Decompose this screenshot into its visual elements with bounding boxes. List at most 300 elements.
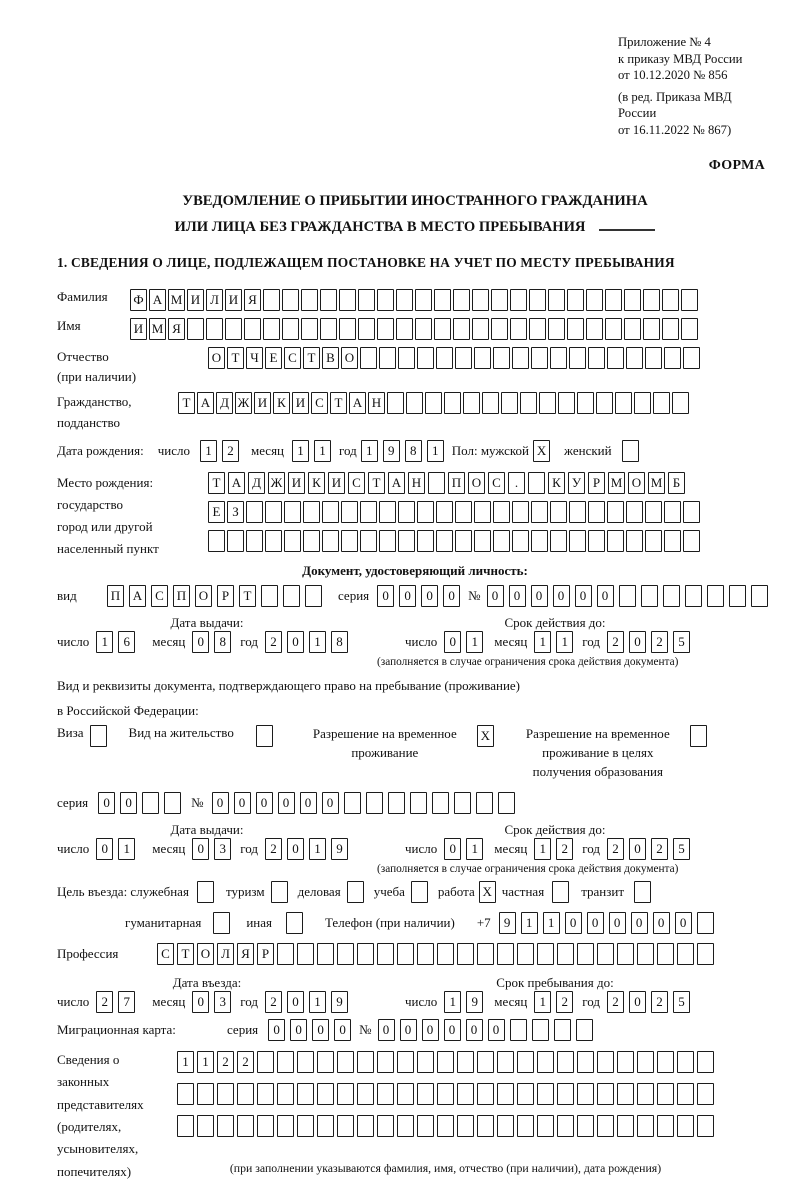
char-box[interactable]: 0 [322, 792, 339, 814]
char-box[interactable] [317, 1083, 334, 1105]
char-box[interactable]: 0 [192, 631, 209, 653]
char-box[interactable]: С [488, 472, 505, 494]
char-box[interactable] [498, 792, 515, 814]
char-box[interactable]: 0 [287, 838, 304, 860]
char-box[interactable] [474, 501, 491, 523]
char-box[interactable] [751, 585, 768, 607]
char-box[interactable]: 1 [118, 838, 135, 860]
char-box[interactable]: К [308, 472, 325, 494]
char-box[interactable] [617, 943, 634, 965]
char-box[interactable] [501, 392, 518, 414]
char-box[interactable] [213, 912, 230, 934]
char-box[interactable]: 3 [214, 991, 231, 1013]
char-box[interactable]: 2 [96, 991, 113, 1013]
char-box[interactable]: Я [237, 943, 254, 965]
char-box[interactable] [271, 881, 288, 903]
char-box[interactable] [411, 881, 428, 903]
char-box[interactable] [457, 943, 474, 965]
char-box[interactable]: 0 [443, 585, 460, 607]
char-box[interactable]: Р [588, 472, 605, 494]
char-box[interactable]: 1 [197, 1051, 214, 1073]
char-box[interactable]: 7 [118, 991, 135, 1013]
char-box[interactable] [531, 530, 548, 552]
char-box[interactable]: М [149, 318, 166, 340]
char-box[interactable] [685, 585, 702, 607]
char-box[interactable] [697, 943, 714, 965]
char-box[interactable] [497, 943, 514, 965]
char-box[interactable] [664, 530, 681, 552]
char-box[interactable]: 0 [575, 585, 592, 607]
char-box[interactable] [453, 289, 470, 311]
char-box[interactable]: 0 [212, 792, 229, 814]
char-box[interactable] [339, 289, 356, 311]
char-box[interactable] [263, 318, 280, 340]
char-box[interactable] [532, 1019, 549, 1041]
char-box[interactable]: М [648, 472, 665, 494]
char-box[interactable] [301, 318, 318, 340]
char-box[interactable]: 0 [444, 631, 461, 653]
char-box[interactable] [548, 289, 565, 311]
char-box[interactable]: Ф [130, 289, 147, 311]
char-box[interactable]: Т [227, 347, 244, 369]
char-box[interactable] [337, 1115, 354, 1137]
char-box[interactable] [341, 530, 358, 552]
char-box[interactable] [663, 585, 680, 607]
char-box[interactable]: Т [303, 347, 320, 369]
char-box[interactable] [417, 530, 434, 552]
char-box[interactable] [510, 318, 527, 340]
char-box[interactable]: 0 [421, 585, 438, 607]
char-box[interactable]: 0 [377, 585, 394, 607]
char-box[interactable]: 0 [287, 631, 304, 653]
char-box[interactable] [305, 585, 322, 607]
char-box[interactable] [246, 501, 263, 523]
char-box[interactable] [607, 501, 624, 523]
char-box[interactable] [577, 392, 594, 414]
char-box[interactable]: С [284, 347, 301, 369]
char-box[interactable]: Т [178, 392, 195, 414]
char-box[interactable] [246, 530, 263, 552]
char-box[interactable] [697, 1083, 714, 1105]
char-box[interactable] [615, 392, 632, 414]
char-box[interactable] [477, 943, 494, 965]
char-box[interactable] [577, 943, 594, 965]
char-box[interactable] [388, 792, 405, 814]
char-box[interactable] [317, 1115, 334, 1137]
char-box[interactable] [428, 472, 445, 494]
char-box[interactable] [662, 289, 679, 311]
char-box[interactable]: 1 [534, 838, 551, 860]
char-box[interactable]: 0 [565, 912, 582, 934]
char-box[interactable]: Д [216, 392, 233, 414]
char-box[interactable]: 0 [378, 1019, 395, 1041]
char-box[interactable]: Н [368, 392, 385, 414]
char-box[interactable]: 0 [400, 1019, 417, 1041]
char-box[interactable] [406, 392, 423, 414]
char-box[interactable] [396, 318, 413, 340]
char-box[interactable]: X [477, 725, 494, 747]
char-box[interactable] [664, 501, 681, 523]
char-box[interactable]: А [228, 472, 245, 494]
char-box[interactable] [497, 1051, 514, 1073]
char-box[interactable]: 9 [499, 912, 516, 934]
char-box[interactable]: С [348, 472, 365, 494]
char-box[interactable]: 0 [629, 838, 646, 860]
char-box[interactable] [437, 1051, 454, 1073]
char-box[interactable] [493, 530, 510, 552]
char-box[interactable] [360, 501, 377, 523]
char-box[interactable] [550, 501, 567, 523]
char-box[interactable] [605, 289, 622, 311]
char-box[interactable] [237, 1115, 254, 1137]
char-box[interactable] [697, 1115, 714, 1137]
char-box[interactable] [277, 943, 294, 965]
char-box[interactable] [377, 1083, 394, 1105]
char-box[interactable] [297, 1115, 314, 1137]
char-box[interactable] [493, 501, 510, 523]
char-box[interactable]: Р [257, 943, 274, 965]
char-box[interactable]: 1 [361, 440, 378, 462]
char-box[interactable]: С [151, 585, 168, 607]
char-box[interactable] [436, 530, 453, 552]
char-box[interactable] [217, 1115, 234, 1137]
char-box[interactable] [657, 1083, 674, 1105]
char-box[interactable] [263, 289, 280, 311]
char-box[interactable] [576, 1019, 593, 1041]
char-box[interactable]: 5 [673, 991, 690, 1013]
char-box[interactable] [637, 1115, 654, 1137]
char-box[interactable]: 1 [444, 991, 461, 1013]
char-box[interactable] [379, 347, 396, 369]
char-box[interactable] [434, 318, 451, 340]
char-box[interactable] [477, 1051, 494, 1073]
char-box[interactable] [683, 501, 700, 523]
char-box[interactable] [265, 501, 282, 523]
char-box[interactable] [477, 1083, 494, 1105]
char-box[interactable]: 1 [521, 912, 538, 934]
char-box[interactable] [257, 1115, 274, 1137]
char-box[interactable]: X [479, 881, 496, 903]
char-box[interactable]: С [311, 392, 328, 414]
char-box[interactable] [454, 792, 471, 814]
char-box[interactable] [455, 501, 472, 523]
char-box[interactable]: И [225, 289, 242, 311]
char-box[interactable] [510, 289, 527, 311]
char-box[interactable] [626, 347, 643, 369]
char-box[interactable] [643, 289, 660, 311]
char-box[interactable] [617, 1115, 634, 1137]
char-box[interactable]: 0 [587, 912, 604, 934]
char-box[interactable]: И [254, 392, 271, 414]
char-box[interactable]: 0 [192, 991, 209, 1013]
char-box[interactable] [444, 392, 461, 414]
char-box[interactable]: 0 [629, 631, 646, 653]
char-box[interactable] [645, 501, 662, 523]
char-box[interactable] [510, 1019, 527, 1041]
char-box[interactable] [569, 347, 586, 369]
char-box[interactable] [142, 792, 159, 814]
char-box[interactable]: 2 [265, 991, 282, 1013]
char-box[interactable]: Я [168, 318, 185, 340]
char-box[interactable]: О [208, 347, 225, 369]
char-box[interactable]: 2 [607, 631, 624, 653]
char-box[interactable] [653, 392, 670, 414]
char-box[interactable]: А [197, 392, 214, 414]
char-box[interactable] [634, 881, 651, 903]
char-box[interactable] [417, 1115, 434, 1137]
char-box[interactable] [417, 943, 434, 965]
char-box[interactable]: О [468, 472, 485, 494]
char-box[interactable] [397, 1115, 414, 1137]
char-box[interactable] [537, 943, 554, 965]
char-box[interactable]: 1 [534, 991, 551, 1013]
char-box[interactable]: 9 [331, 991, 348, 1013]
char-box[interactable] [517, 1083, 534, 1105]
char-box[interactable] [517, 1115, 534, 1137]
char-box[interactable] [567, 289, 584, 311]
char-box[interactable] [681, 289, 698, 311]
char-box[interactable] [303, 530, 320, 552]
char-box[interactable] [415, 318, 432, 340]
char-box[interactable] [322, 501, 339, 523]
char-box[interactable] [662, 318, 679, 340]
char-box[interactable] [637, 1083, 654, 1105]
char-box[interactable] [301, 289, 318, 311]
char-box[interactable] [283, 585, 300, 607]
char-box[interactable] [360, 530, 377, 552]
char-box[interactable] [457, 1051, 474, 1073]
char-box[interactable] [554, 1019, 571, 1041]
char-box[interactable] [297, 1051, 314, 1073]
char-box[interactable] [463, 392, 480, 414]
char-box[interactable] [681, 318, 698, 340]
char-box[interactable] [379, 501, 396, 523]
char-box[interactable]: 0 [287, 991, 304, 1013]
char-box[interactable]: О [197, 943, 214, 965]
char-box[interactable] [398, 347, 415, 369]
char-box[interactable] [434, 289, 451, 311]
char-box[interactable]: В [322, 347, 339, 369]
char-box[interactable] [256, 725, 273, 747]
char-box[interactable] [641, 585, 658, 607]
char-box[interactable] [537, 1051, 554, 1073]
char-box[interactable]: 0 [553, 585, 570, 607]
char-box[interactable] [520, 392, 537, 414]
char-box[interactable] [206, 318, 223, 340]
char-box[interactable] [177, 1115, 194, 1137]
char-box[interactable] [683, 530, 700, 552]
char-box[interactable] [197, 881, 214, 903]
char-box[interactable]: О [628, 472, 645, 494]
char-box[interactable] [357, 1051, 374, 1073]
char-box[interactable] [360, 347, 377, 369]
char-box[interactable] [512, 347, 529, 369]
char-box[interactable] [497, 1115, 514, 1137]
char-box[interactable] [257, 1051, 274, 1073]
char-box[interactable] [550, 530, 567, 552]
char-box[interactable]: Д [248, 472, 265, 494]
char-box[interactable] [436, 501, 453, 523]
char-box[interactable] [607, 347, 624, 369]
char-box[interactable] [337, 1051, 354, 1073]
char-box[interactable]: Н [408, 472, 425, 494]
char-box[interactable] [607, 530, 624, 552]
char-box[interactable] [491, 318, 508, 340]
char-box[interactable]: 0 [487, 585, 504, 607]
char-box[interactable] [657, 943, 674, 965]
char-box[interactable] [177, 1083, 194, 1105]
char-box[interactable] [664, 347, 681, 369]
char-box[interactable] [398, 530, 415, 552]
char-box[interactable] [436, 347, 453, 369]
char-box[interactable]: 1 [292, 440, 309, 462]
char-box[interactable] [303, 501, 320, 523]
char-box[interactable]: 0 [653, 912, 670, 934]
char-box[interactable]: Р [217, 585, 234, 607]
char-box[interactable]: 1 [314, 440, 331, 462]
char-box[interactable] [237, 1083, 254, 1105]
char-box[interactable] [417, 347, 434, 369]
char-box[interactable] [425, 392, 442, 414]
char-box[interactable]: 2 [651, 838, 668, 860]
char-box[interactable] [437, 943, 454, 965]
char-box[interactable]: Е [208, 501, 225, 523]
char-box[interactable]: Л [217, 943, 234, 965]
char-box[interactable]: 1 [534, 631, 551, 653]
char-box[interactable] [474, 530, 491, 552]
char-box[interactable] [557, 1051, 574, 1073]
char-box[interactable] [387, 392, 404, 414]
char-box[interactable] [297, 1083, 314, 1105]
char-box[interactable] [187, 318, 204, 340]
char-box[interactable]: 2 [607, 991, 624, 1013]
char-box[interactable] [552, 881, 569, 903]
char-box[interactable] [634, 392, 651, 414]
char-box[interactable]: 1 [466, 631, 483, 653]
char-box[interactable] [482, 392, 499, 414]
char-box[interactable] [339, 318, 356, 340]
char-box[interactable]: 5 [673, 838, 690, 860]
char-box[interactable]: 9 [383, 440, 400, 462]
char-box[interactable] [645, 530, 662, 552]
char-box[interactable]: 0 [488, 1019, 505, 1041]
char-box[interactable] [557, 1083, 574, 1105]
char-box[interactable]: 0 [509, 585, 526, 607]
char-box[interactable] [277, 1115, 294, 1137]
char-box[interactable] [358, 318, 375, 340]
char-box[interactable]: 0 [120, 792, 137, 814]
char-box[interactable] [227, 530, 244, 552]
char-box[interactable]: 0 [444, 838, 461, 860]
char-box[interactable] [437, 1115, 454, 1137]
char-box[interactable] [417, 1051, 434, 1073]
char-box[interactable]: П [107, 585, 124, 607]
char-box[interactable] [472, 318, 489, 340]
char-box[interactable] [677, 943, 694, 965]
char-box[interactable]: 0 [300, 792, 317, 814]
char-box[interactable] [677, 1051, 694, 1073]
char-box[interactable] [537, 1115, 554, 1137]
char-box[interactable]: 0 [675, 912, 692, 934]
char-box[interactable] [396, 289, 413, 311]
char-box[interactable]: 1 [309, 631, 326, 653]
char-box[interactable]: 0 [444, 1019, 461, 1041]
char-box[interactable] [282, 318, 299, 340]
char-box[interactable]: 8 [331, 631, 348, 653]
char-box[interactable]: К [273, 392, 290, 414]
char-box[interactable]: 1 [200, 440, 217, 462]
char-box[interactable] [337, 1083, 354, 1105]
char-box[interactable] [588, 347, 605, 369]
char-box[interactable] [626, 530, 643, 552]
char-box[interactable]: И [328, 472, 345, 494]
char-box[interactable]: Т [177, 943, 194, 965]
char-box[interactable] [397, 1083, 414, 1105]
char-box[interactable] [347, 881, 364, 903]
char-box[interactable] [284, 530, 301, 552]
char-box[interactable] [282, 289, 299, 311]
char-box[interactable]: Е [265, 347, 282, 369]
char-box[interactable] [377, 1051, 394, 1073]
char-box[interactable] [320, 318, 337, 340]
char-box[interactable]: 0 [609, 912, 626, 934]
char-box[interactable] [453, 318, 470, 340]
char-box[interactable] [596, 392, 613, 414]
char-box[interactable] [377, 289, 394, 311]
char-box[interactable] [586, 289, 603, 311]
char-box[interactable] [415, 289, 432, 311]
char-box[interactable] [683, 347, 700, 369]
char-box[interactable] [286, 912, 303, 934]
char-box[interactable] [707, 585, 724, 607]
char-box[interactable]: 0 [96, 838, 113, 860]
char-box[interactable]: 0 [268, 1019, 285, 1041]
char-box[interactable]: Я [244, 289, 261, 311]
char-box[interactable] [626, 501, 643, 523]
char-box[interactable] [531, 501, 548, 523]
char-box[interactable] [697, 1051, 714, 1073]
char-box[interactable] [622, 440, 639, 462]
char-box[interactable]: 6 [118, 631, 135, 653]
char-box[interactable]: Б [668, 472, 685, 494]
char-box[interactable]: Т [330, 392, 347, 414]
char-box[interactable]: 1 [309, 991, 326, 1013]
char-box[interactable] [619, 585, 636, 607]
char-box[interactable]: А [149, 289, 166, 311]
char-box[interactable] [457, 1115, 474, 1137]
char-box[interactable] [657, 1051, 674, 1073]
char-box[interactable] [597, 1083, 614, 1105]
char-box[interactable]: 0 [234, 792, 251, 814]
char-box[interactable] [322, 530, 339, 552]
char-box[interactable]: 2 [222, 440, 239, 462]
char-box[interactable] [341, 501, 358, 523]
char-box[interactable] [379, 530, 396, 552]
char-box[interactable]: Ч [246, 347, 263, 369]
char-box[interactable]: 0 [466, 1019, 483, 1041]
char-box[interactable]: 1 [466, 838, 483, 860]
char-box[interactable] [557, 943, 574, 965]
char-box[interactable]: Т [368, 472, 385, 494]
char-box[interactable]: З [227, 501, 244, 523]
char-box[interactable]: 0 [192, 838, 209, 860]
char-box[interactable] [455, 530, 472, 552]
char-box[interactable] [317, 1051, 334, 1073]
char-box[interactable] [474, 347, 491, 369]
char-box[interactable]: 1 [427, 440, 444, 462]
char-box[interactable] [537, 1083, 554, 1105]
char-box[interactable] [344, 792, 361, 814]
